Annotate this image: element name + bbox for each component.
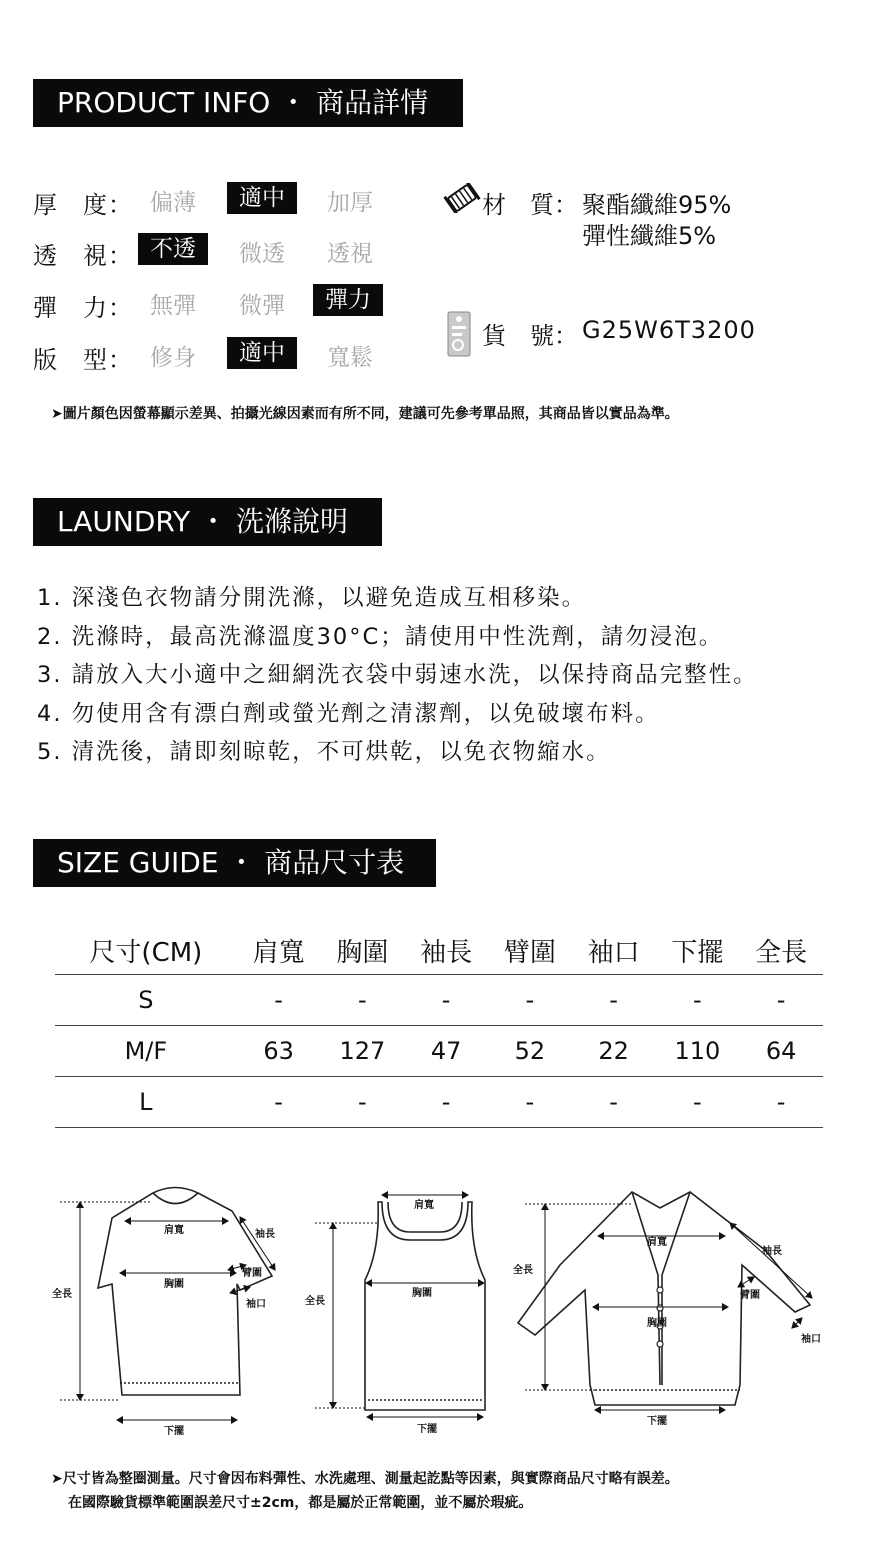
item-number-label: 貨 號： — [482, 322, 578, 350]
elasticity-option-slight: 微彈 — [239, 293, 285, 319]
fit-label: 版 型： — [33, 346, 133, 374]
measurement-diagrams — [0, 1180, 875, 1445]
col-cuff: 袖口 — [572, 926, 656, 975]
cardigan-sleeve-length-label: 袖長 — [762, 1246, 782, 1257]
tshirt-sleeve-length-label: 袖長 — [255, 1229, 275, 1240]
table-row — [55, 1026, 823, 1077]
fit-option-regular-selected: 適中 — [227, 337, 297, 369]
col-sleeve-length: 袖長 — [404, 926, 488, 975]
tshirt-length-label: 全長 — [52, 1289, 72, 1300]
table-cell: - — [237, 1077, 321, 1128]
table-cell: - — [572, 975, 656, 1026]
tshirt-shoulder-label: 肩寬 — [164, 1225, 184, 1236]
table-cell: - — [488, 1077, 572, 1128]
tank-diagram — [365, 1202, 485, 1410]
table-cell: - — [237, 975, 321, 1026]
thickness-label: 厚 度： — [33, 191, 133, 219]
elasticity-label: 彈 力： — [33, 294, 133, 322]
transparency-option-slight: 微透 — [239, 241, 285, 267]
size-table-header — [55, 926, 823, 975]
laundry-heading: LAUNDRY ・ 洗滌說明 — [33, 498, 382, 546]
table-cell: - — [739, 975, 823, 1026]
transparency-label: 透 視： — [33, 242, 133, 270]
thread-spool-icon — [442, 183, 482, 213]
size-guide-heading: SIZE GUIDE ・ 商品尺寸表 — [33, 839, 436, 887]
tshirt-cuff-label: 袖口 — [246, 1299, 266, 1310]
thickness-option-medium-selected: 適中 — [227, 182, 297, 214]
table-cell: 64 — [739, 1026, 823, 1077]
table-cell: 127 — [320, 1026, 404, 1077]
clothing-tag-icon — [446, 310, 472, 358]
col-chest: 胸圍 — [320, 926, 404, 975]
thickness-option-thin: 偏薄 — [150, 190, 196, 216]
table-cell: - — [404, 975, 488, 1026]
laundry-item-5: 5. 清洗後，請即刻晾乾，不可烘乾，以免衣物縮水。 — [37, 739, 611, 765]
col-shoulder: 肩寬 — [237, 926, 321, 975]
table-cell: - — [739, 1077, 823, 1128]
laundry-item-3: 3. 請放入大小適中之細網洗衣袋中弱速水洗，以保持商品完整性。 — [37, 662, 758, 688]
col-hem: 下擺 — [655, 926, 739, 975]
table-cell: - — [655, 1077, 739, 1128]
laundry-item-2: 2. 洗滌時，最高洗滌溫度30°C；請使用中性洗劑，請勿浸泡。 — [37, 624, 724, 650]
tank-hem-label: 下擺 — [417, 1424, 437, 1435]
material-line-2: 彈性纖維5% — [582, 222, 717, 250]
item-number: G25W6T3200 — [582, 316, 756, 344]
laundry-item-4: 4. 勿使用含有漂白劑或螢光劑之清潔劑，以免破壞布料。 — [37, 701, 660, 727]
table-row — [55, 1077, 823, 1128]
size-note-line-2: 在國際驗貨標準範圍誤差尺寸±2cm，都是屬於正常範圍，並不屬於瑕疵。 — [68, 1495, 533, 1511]
elasticity-option-none: 無彈 — [150, 293, 196, 319]
cardigan-hem-label: 下擺 — [647, 1416, 667, 1427]
table-cell: - — [655, 975, 739, 1026]
table-cell: - — [320, 1077, 404, 1128]
col-arm: 臂圍 — [488, 926, 572, 975]
elasticity-option-stretch-selected: 彈力 — [313, 284, 383, 316]
table-cell: S — [55, 975, 237, 1026]
material-line-1: 聚酯纖維95% — [582, 191, 732, 219]
cardigan-shoulder-label: 肩寬 — [647, 1237, 667, 1248]
tshirt-hem-label: 下擺 — [164, 1426, 184, 1437]
material-label: 材 質： — [482, 191, 578, 219]
col-size: 尺寸(CM) — [55, 926, 237, 975]
cardigan-diagram — [518, 1192, 810, 1405]
transparency-option-sheer: 透視 — [327, 241, 373, 267]
tshirt-arm-label: 臂圍 — [242, 1268, 262, 1279]
table-cell: - — [488, 975, 572, 1026]
thickness-option-thick: 加厚 — [327, 190, 373, 216]
table-cell: 63 — [237, 1026, 321, 1077]
tank-length-label: 全長 — [305, 1296, 325, 1307]
tank-shoulder-label: 肩寬 — [414, 1200, 434, 1211]
transparency-option-opaque-selected: 不透 — [138, 233, 208, 265]
cardigan-cuff-label: 袖口 — [801, 1334, 821, 1345]
cardigan-length-label: 全長 — [513, 1265, 533, 1276]
table-cell: 22 — [572, 1026, 656, 1077]
table-cell: 47 — [404, 1026, 488, 1077]
table-cell: - — [404, 1077, 488, 1128]
col-length: 全長 — [739, 926, 823, 975]
table-cell: 52 — [488, 1026, 572, 1077]
size-table — [55, 926, 823, 1128]
table-cell: 110 — [655, 1026, 739, 1077]
tank-chest-label: 胸圍 — [412, 1288, 432, 1299]
cardigan-arm-label: 臂圍 — [740, 1290, 760, 1301]
table-cell: M/F — [55, 1026, 237, 1077]
fit-option-loose: 寬鬆 — [327, 345, 373, 371]
table-cell: L — [55, 1077, 237, 1128]
laundry-item-1: 1. 深淺色衣物請分開洗滌，以避免造成互相移染。 — [37, 585, 587, 611]
cardigan-chest-label: 胸圍 — [647, 1318, 667, 1329]
table-row — [55, 975, 823, 1026]
product-info-heading: PRODUCT INFO ・ 商品詳情 — [33, 79, 463, 127]
tshirt-chest-label: 胸圍 — [164, 1279, 184, 1290]
fit-option-slim: 修身 — [150, 345, 196, 371]
color-disclaimer: ➤圖片顏色因螢幕顯示差異、拍攝光線因素而有所不同，建議可先參考單品照，其商品皆以實品為準。 — [51, 406, 679, 422]
tshirt-diagram — [98, 1188, 272, 1396]
table-cell: - — [320, 975, 404, 1026]
size-note-line-1: ➤尺寸皆為整圈測量。尺寸會因布料彈性、水洗處理、測量起訖點等因素，與實際商品尺寸略有誤差。 — [51, 1471, 679, 1487]
table-cell: - — [572, 1077, 656, 1128]
